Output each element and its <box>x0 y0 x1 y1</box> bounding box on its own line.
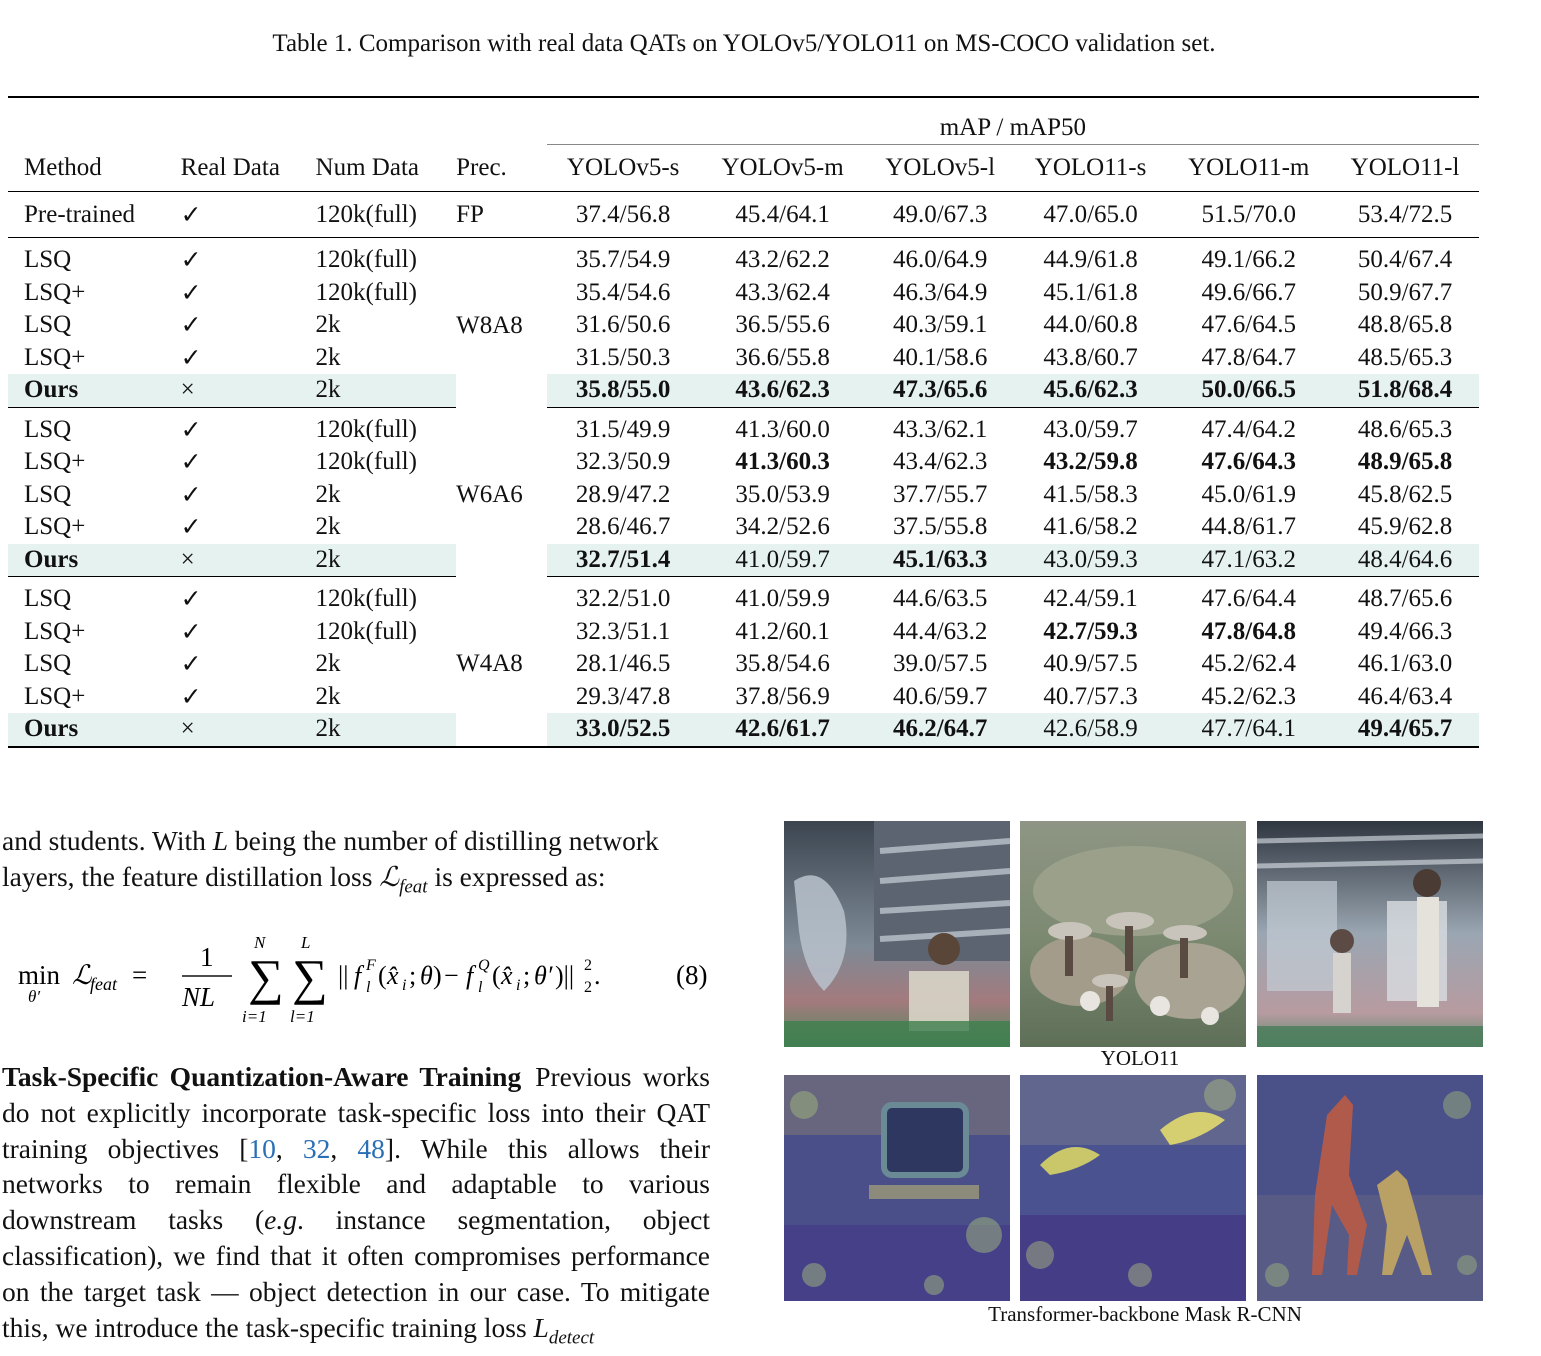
value-cell-yolo11-s: 40.9/57.5 <box>1043 650 1138 678</box>
value-cell-yolo11-m: 45.0/61.9 <box>1201 480 1296 508</box>
math-loss-feat: ℒ$_{feat}$ <box>379 860 428 898</box>
value-cell-yolov5-m: 35.8/54.6 <box>735 650 830 678</box>
value-cell-yolov5-m: 41.3/60.3 <box>735 448 830 476</box>
math-L-detect: $L_{detect}$ <box>533 1311 595 1349</box>
value-cell-yolov5-l: 40.6/59.7 <box>892 682 988 710</box>
equation-8 <box>14 928 714 1028</box>
table-row <box>8 479 1479 512</box>
group-header-row <box>8 97 1479 145</box>
column-header-yolo11-l: YOLO11-l <box>1331 145 1479 192</box>
value-cell-yolo11-l: 51.8/68.4 <box>1331 374 1479 407</box>
svg-text:;: ; <box>523 961 531 990</box>
table-row <box>8 577 1479 616</box>
value-cell-yolov5-m: 45.4/64.1 <box>700 192 866 238</box>
table-row <box>8 446 1479 479</box>
value-cell-yolov5-s: 31.5/50.3 <box>575 343 671 371</box>
value-cell-yolo11-m: 45.2/62.4 <box>1201 650 1296 678</box>
svg-text:feat: feat <box>90 974 117 994</box>
real-data-cell: ✓ <box>181 192 316 238</box>
yolo11-synthetic-image-3 <box>1257 821 1483 1047</box>
value-cell-yolov5-l: 43.4/62.3 <box>892 448 988 476</box>
method-cell: LSQ <box>24 650 72 678</box>
svg-text:)||: )|| <box>555 961 575 990</box>
value-cell-yolo11-l: 48.4/64.6 <box>1331 544 1479 577</box>
svg-text:f: f <box>466 961 474 990</box>
value-cell-yolo11-m: 49.1/66.2 <box>1201 246 1296 274</box>
real-data-cell: ✓ <box>180 586 202 614</box>
svg-text:f: f <box>354 961 362 990</box>
num-data-cell: 120k(full) <box>315 617 417 645</box>
svg-text:ℒ: ℒ <box>72 960 92 990</box>
value-cell-yolov5-l: 37.5/55.8 <box>892 513 988 541</box>
method-cell: Ours <box>8 544 181 577</box>
value-cell-yolov5-l: 46.2/64.7 <box>866 713 1015 747</box>
value-cell-yolov5-s: 28.6/46.7 <box>575 513 671 541</box>
figure-caption-mask-rcnn: Transformer-backbone Mask R-CNN <box>988 1302 1302 1326</box>
value-cell-yolov5-m: 36.5/55.6 <box>735 311 830 339</box>
value-cell-yolov5-s: 32.3/50.9 <box>575 448 671 476</box>
real-data-cell: ✓ <box>180 247 202 275</box>
value-cell-yolov5-l: 37.7/55.7 <box>892 480 988 508</box>
value-cell-yolo11-l: 50.4/67.4 <box>1357 246 1453 274</box>
section-heading: Task-Specific Quantization-Aware Training <box>2 1061 522 1092</box>
figure-caption-yolo11: YOLO11 <box>1100 1046 1180 1070</box>
svg-text:): ) <box>433 961 442 990</box>
svg-text:θ′: θ′ <box>28 987 41 1006</box>
table-row <box>8 238 1479 277</box>
real-data-cell: ✓ <box>180 651 202 679</box>
svg-text:Q: Q <box>478 957 490 974</box>
column-header-prec: Prec. <box>456 145 547 192</box>
value-cell-yolo11-s: 45.6/62.3 <box>1015 374 1167 407</box>
value-cell-yolo11-l: 48.7/65.6 <box>1357 585 1453 613</box>
paragraph-distillation: and students. With L being the number of distilling network layers, the feature distillation loss ℒ$_{feat}$ is expressed as: <box>2 825 659 898</box>
value-cell-yolo11-l: 45.8/62.5 <box>1357 480 1453 508</box>
value-cell-yolo11-s: 41.5/58.3 <box>1043 480 1138 508</box>
value-cell-yolov5-m: 43.6/62.3 <box>700 374 866 407</box>
value-cell-yolo11-l: 46.1/63.0 <box>1357 650 1453 678</box>
value-cell-yolo11-m: 49.6/66.7 <box>1201 278 1296 306</box>
table-caption: Table 1. Comparison with real data QATs on YOLOv5/YOLO11 on MS-COCO validation set. <box>272 30 1216 57</box>
mask-rcnn-synthetic-image-1 <box>784 1075 1010 1301</box>
column-header-method: Method <box>8 145 181 192</box>
value-cell-yolov5-m: 41.0/59.7 <box>700 544 866 577</box>
value-cell-yolo11-m: 47.7/64.1 <box>1166 713 1331 747</box>
table-row <box>8 407 1479 446</box>
value-cell-yolov5-l: 40.1/58.6 <box>892 343 988 371</box>
math-L: L <box>212 825 229 856</box>
method-cell: Pre-trained <box>8 192 181 238</box>
num-data-cell: 2k <box>316 374 457 407</box>
column-header-yolov5-s: YOLOv5-s <box>547 145 700 192</box>
value-cell-yolov5-s: 35.8/55.0 <box>547 374 700 407</box>
real-data-cell: ✓ <box>180 344 202 372</box>
value-cell-yolov5-m: 36.6/55.8 <box>735 343 830 371</box>
value-cell-yolov5-l: 47.3/65.6 <box>866 374 1015 407</box>
table-row <box>8 648 1479 681</box>
method-cell: LSQ+ <box>24 682 86 710</box>
real-data-cell: ✓ <box>180 514 202 542</box>
value-cell-yolov5-m: 37.8/56.9 <box>735 682 830 710</box>
equation-number: (8) <box>676 960 708 990</box>
precision-cell: FP <box>456 192 547 238</box>
value-cell-yolo11-s: 42.7/59.3 <box>1043 617 1138 645</box>
real-data-cell: ✓ <box>180 449 202 477</box>
svg-text:i: i <box>402 977 407 994</box>
paragraph-task-specific-qat: Task-Specific Quantization-Aware Training Previous works do not explicitly incorporate task-specific loss into their QAT training objectives [10, 32, 48]. While this allows their networks to remain flexible and adaptable to various downstream tasks (e.g. instance segmentation, object classification), we find that it often compromises performance on the target task — object detection in our case. To mitigate this, we introduce the task-specific training loss $L_{detect}$ <box>2 1061 711 1349</box>
value-cell-yolo11-l: 50.9/67.7 <box>1357 278 1453 306</box>
real-data-cell: ✓ <box>180 618 202 646</box>
column-header-num-data: Num Data <box>316 145 457 192</box>
svg-text:(: ( <box>492 961 501 990</box>
value-cell-yolo11-l: 48.8/65.8 <box>1357 311 1453 339</box>
value-cell-yolo11-l: 48.9/65.8 <box>1357 448 1453 476</box>
value-cell-yolo11-s: 47.0/65.0 <box>1015 192 1167 238</box>
svg-text:F: F <box>366 957 376 974</box>
value-cell-yolo11-l: 46.4/63.4 <box>1357 682 1453 710</box>
num-data-cell: 120k(full) <box>315 415 417 443</box>
real-data-cell: ✓ <box>180 683 202 711</box>
num-data-cell: 2k <box>315 650 341 678</box>
value-cell-yolo11-m: 47.6/64.5 <box>1201 311 1296 339</box>
method-cell: LSQ+ <box>24 343 86 371</box>
method-cell: LSQ+ <box>24 617 86 645</box>
svg-text:L: L <box>301 933 311 952</box>
value-cell-yolo11-l: 45.9/62.8 <box>1357 513 1453 541</box>
value-cell-yolo11-l: 49.4/65.7 <box>1331 713 1479 747</box>
value-cell-yolov5-s: 32.2/51.0 <box>575 585 671 613</box>
value-cell-yolov5-l: 44.4/63.2 <box>892 617 988 645</box>
precision-cell: W6A6 <box>456 407 547 577</box>
real-data-cell: ✓ <box>180 312 202 340</box>
num-data-cell: 2k <box>316 713 457 747</box>
value-cell-yolo11-m: 45.2/62.3 <box>1201 682 1296 710</box>
svg-text:i: i <box>516 977 521 994</box>
method-cell: LSQ <box>24 480 72 508</box>
num-data-cell: 120k(full) <box>315 246 417 274</box>
svg-text:1: 1 <box>200 942 214 972</box>
svg-text:θ: θ <box>420 961 433 990</box>
value-cell-yolo11-m: 47.1/63.2 <box>1166 544 1331 577</box>
num-data-cell: 120k(full) <box>315 585 417 613</box>
num-data-cell: 2k <box>315 480 341 508</box>
value-cell-yolov5-l: 40.3/59.1 <box>892 311 988 339</box>
value-cell-yolov5-l: 43.3/62.1 <box>892 415 988 443</box>
table-row <box>8 544 1479 577</box>
svg-text:∑: ∑ <box>292 949 328 1005</box>
table-row <box>8 374 1479 407</box>
value-cell-yolov5-s: 32.3/51.1 <box>575 617 671 645</box>
real-data-cell: × <box>181 544 316 577</box>
real-data-cell: ✓ <box>180 416 202 444</box>
value-cell-yolo11-s: 43.0/59.3 <box>1015 544 1167 577</box>
value-cell-yolo11-m: 44.8/61.7 <box>1201 513 1296 541</box>
num-data-cell: 2k <box>315 513 341 541</box>
svg-text:2: 2 <box>584 957 592 974</box>
svg-text:l: l <box>366 979 371 996</box>
method-cell: LSQ <box>24 246 72 274</box>
value-cell-yolo11-s: 44.9/61.8 <box>1043 246 1138 274</box>
svg-text:;: ; <box>409 961 417 990</box>
value-cell-yolo11-l: 49.4/66.3 <box>1357 617 1453 645</box>
yolo11-synthetic-image-1 <box>784 821 1010 1047</box>
citation-48[interactable]: 48 <box>357 1132 385 1164</box>
value-cell-yolo11-m: 51.5/70.0 <box>1166 192 1331 238</box>
value-cell-yolov5-s: 37.4/56.8 <box>547 192 700 238</box>
value-cell-yolo11-l: 48.5/65.3 <box>1357 343 1453 371</box>
table-row <box>8 277 1479 310</box>
real-data-cell: ✓ <box>180 279 202 307</box>
svg-text:min: min <box>18 960 61 990</box>
value-cell-yolov5-m: 43.3/62.4 <box>735 278 830 306</box>
value-cell-yolov5-l: 46.0/64.9 <box>892 246 988 274</box>
svg-text:2: 2 <box>584 979 592 996</box>
num-data-cell: 120k(full) <box>316 192 457 238</box>
svg-text:x̂: x̂ <box>387 961 399 990</box>
svg-text:l=1: l=1 <box>290 1007 315 1026</box>
column-header-real-data: Real Data <box>181 145 316 192</box>
value-cell-yolov5-s: 35.4/54.6 <box>575 278 671 306</box>
value-cell-yolo11-s: 40.7/57.3 <box>1043 682 1138 710</box>
value-cell-yolov5-m: 42.6/61.7 <box>700 713 866 747</box>
column-header-yolo11-s: YOLO11-s <box>1015 145 1167 192</box>
svg-text:i=1: i=1 <box>242 1007 267 1026</box>
value-cell-yolov5-s: 28.1/46.5 <box>575 650 671 678</box>
method-cell: Ours <box>8 713 181 747</box>
num-data-cell: 2k <box>315 343 341 371</box>
table-row <box>8 309 1479 342</box>
results-table <box>8 96 1479 748</box>
map-group-header: mAP / mAP50 <box>547 97 1479 145</box>
method-cell: Ours <box>8 374 181 407</box>
method-cell: LSQ <box>24 415 72 443</box>
value-cell-yolov5-s: 29.3/47.8 <box>575 682 671 710</box>
svg-text:x̂: x̂ <box>501 961 513 990</box>
value-cell-yolo11-m: 47.8/64.8 <box>1201 617 1296 645</box>
value-cell-yolo11-s: 43.2/59.8 <box>1043 448 1138 476</box>
mask-rcnn-synthetic-image-2 <box>1020 1075 1246 1301</box>
num-data-cell: 120k(full) <box>315 448 417 476</box>
method-cell: LSQ+ <box>24 513 86 541</box>
value-cell-yolov5-s: 32.7/51.4 <box>547 544 700 577</box>
svg-text:=: = <box>132 960 148 990</box>
svg-text:∑: ∑ <box>248 949 284 1005</box>
method-cell: LSQ+ <box>24 278 86 306</box>
svg-text:−: − <box>444 961 459 990</box>
real-data-cell: ✓ <box>180 481 202 509</box>
num-data-cell: 2k <box>315 311 341 339</box>
real-data-cell: × <box>181 713 316 747</box>
num-data-cell: 2k <box>316 544 457 577</box>
svg-text:θ′: θ′ <box>534 961 553 990</box>
table-row <box>8 681 1479 714</box>
num-data-cell: 120k(full) <box>315 278 417 306</box>
table-row <box>8 616 1479 649</box>
precision-cell: W4A8 <box>456 577 547 747</box>
precision-cell: W8A8 <box>456 238 547 408</box>
value-cell-yolo11-l: 53.4/72.5 <box>1331 192 1479 238</box>
svg-text:N: N <box>254 933 266 952</box>
value-cell-yolov5-m: 41.0/59.9 <box>735 585 830 613</box>
value-cell-yolov5-l: 39.0/57.5 <box>892 650 988 678</box>
value-cell-yolo11-s: 42.6/58.9 <box>1015 713 1167 747</box>
value-cell-yolo11-m: 50.0/66.5 <box>1166 374 1331 407</box>
svg-text:(: ( <box>378 961 387 990</box>
table-row <box>8 342 1479 375</box>
value-cell-yolov5-s: 31.5/49.9 <box>575 415 671 443</box>
citation-10[interactable]: 10 <box>248 1132 276 1164</box>
value-cell-yolo11-m: 47.4/64.2 <box>1201 415 1296 443</box>
value-cell-yolov5-s: 35.7/54.9 <box>575 246 671 274</box>
table-row <box>8 713 1479 747</box>
column-header-yolo11-m: YOLO11-m <box>1166 145 1331 192</box>
citation-32[interactable]: 32 <box>302 1132 331 1164</box>
value-cell-yolov5-l: 44.6/63.5 <box>892 585 988 613</box>
value-cell-yolo11-m: 47.8/64.7 <box>1201 343 1296 371</box>
value-cell-yolov5-l: 49.0/67.3 <box>866 192 1015 238</box>
pretrained-row <box>8 192 1479 238</box>
value-cell-yolo11-s: 41.6/58.2 <box>1043 513 1138 541</box>
column-header-row <box>8 145 1479 192</box>
value-cell-yolov5-l: 46.3/64.9 <box>892 278 988 306</box>
svg-text:NL: NL <box>182 982 216 1012</box>
value-cell-yolo11-s: 44.0/60.8 <box>1043 311 1138 339</box>
real-data-cell: × <box>181 374 316 407</box>
method-cell: LSQ+ <box>24 448 86 476</box>
value-cell-yolo11-s: 45.1/61.8 <box>1043 278 1138 306</box>
equation-graphic <box>14 928 714 1028</box>
value-cell-yolo11-m: 47.6/64.3 <box>1201 448 1296 476</box>
value-cell-yolo11-m: 47.6/64.4 <box>1201 585 1296 613</box>
table-row <box>8 511 1479 544</box>
value-cell-yolov5-m: 34.2/52.6 <box>735 513 830 541</box>
value-cell-yolov5-m: 35.0/53.9 <box>735 480 830 508</box>
value-cell-yolov5-s: 33.0/52.5 <box>547 713 700 747</box>
svg-text:||: || <box>338 961 349 990</box>
method-cell: LSQ <box>24 585 72 613</box>
value-cell-yolo11-s: 43.8/60.7 <box>1043 343 1138 371</box>
column-header-yolov5-m: YOLOv5-m <box>700 145 866 192</box>
mask-rcnn-synthetic-image-3 <box>1257 1075 1483 1301</box>
value-cell-yolo11-s: 43.0/59.7 <box>1043 415 1138 443</box>
value-cell-yolo11-l: 48.6/65.3 <box>1357 415 1453 443</box>
method-cell: LSQ <box>24 311 72 339</box>
value-cell-yolov5-s: 28.9/47.2 <box>575 480 671 508</box>
value-cell-yolov5-m: 41.2/60.1 <box>735 617 830 645</box>
value-cell-yolov5-m: 43.2/62.2 <box>735 246 830 274</box>
svg-text:.: . <box>594 961 601 990</box>
num-data-cell: 2k <box>315 682 341 710</box>
value-cell-yolov5-m: 41.3/60.0 <box>735 415 830 443</box>
value-cell-yolo11-s: 42.4/59.1 <box>1043 585 1138 613</box>
value-cell-yolov5-s: 31.6/50.6 <box>575 311 671 339</box>
yolo11-synthetic-image-2 <box>1020 821 1246 1047</box>
svg-text:l: l <box>478 979 483 996</box>
value-cell-yolov5-l: 45.1/63.3 <box>866 544 1015 577</box>
column-header-yolov5-l: YOLOv5-l <box>866 145 1015 192</box>
